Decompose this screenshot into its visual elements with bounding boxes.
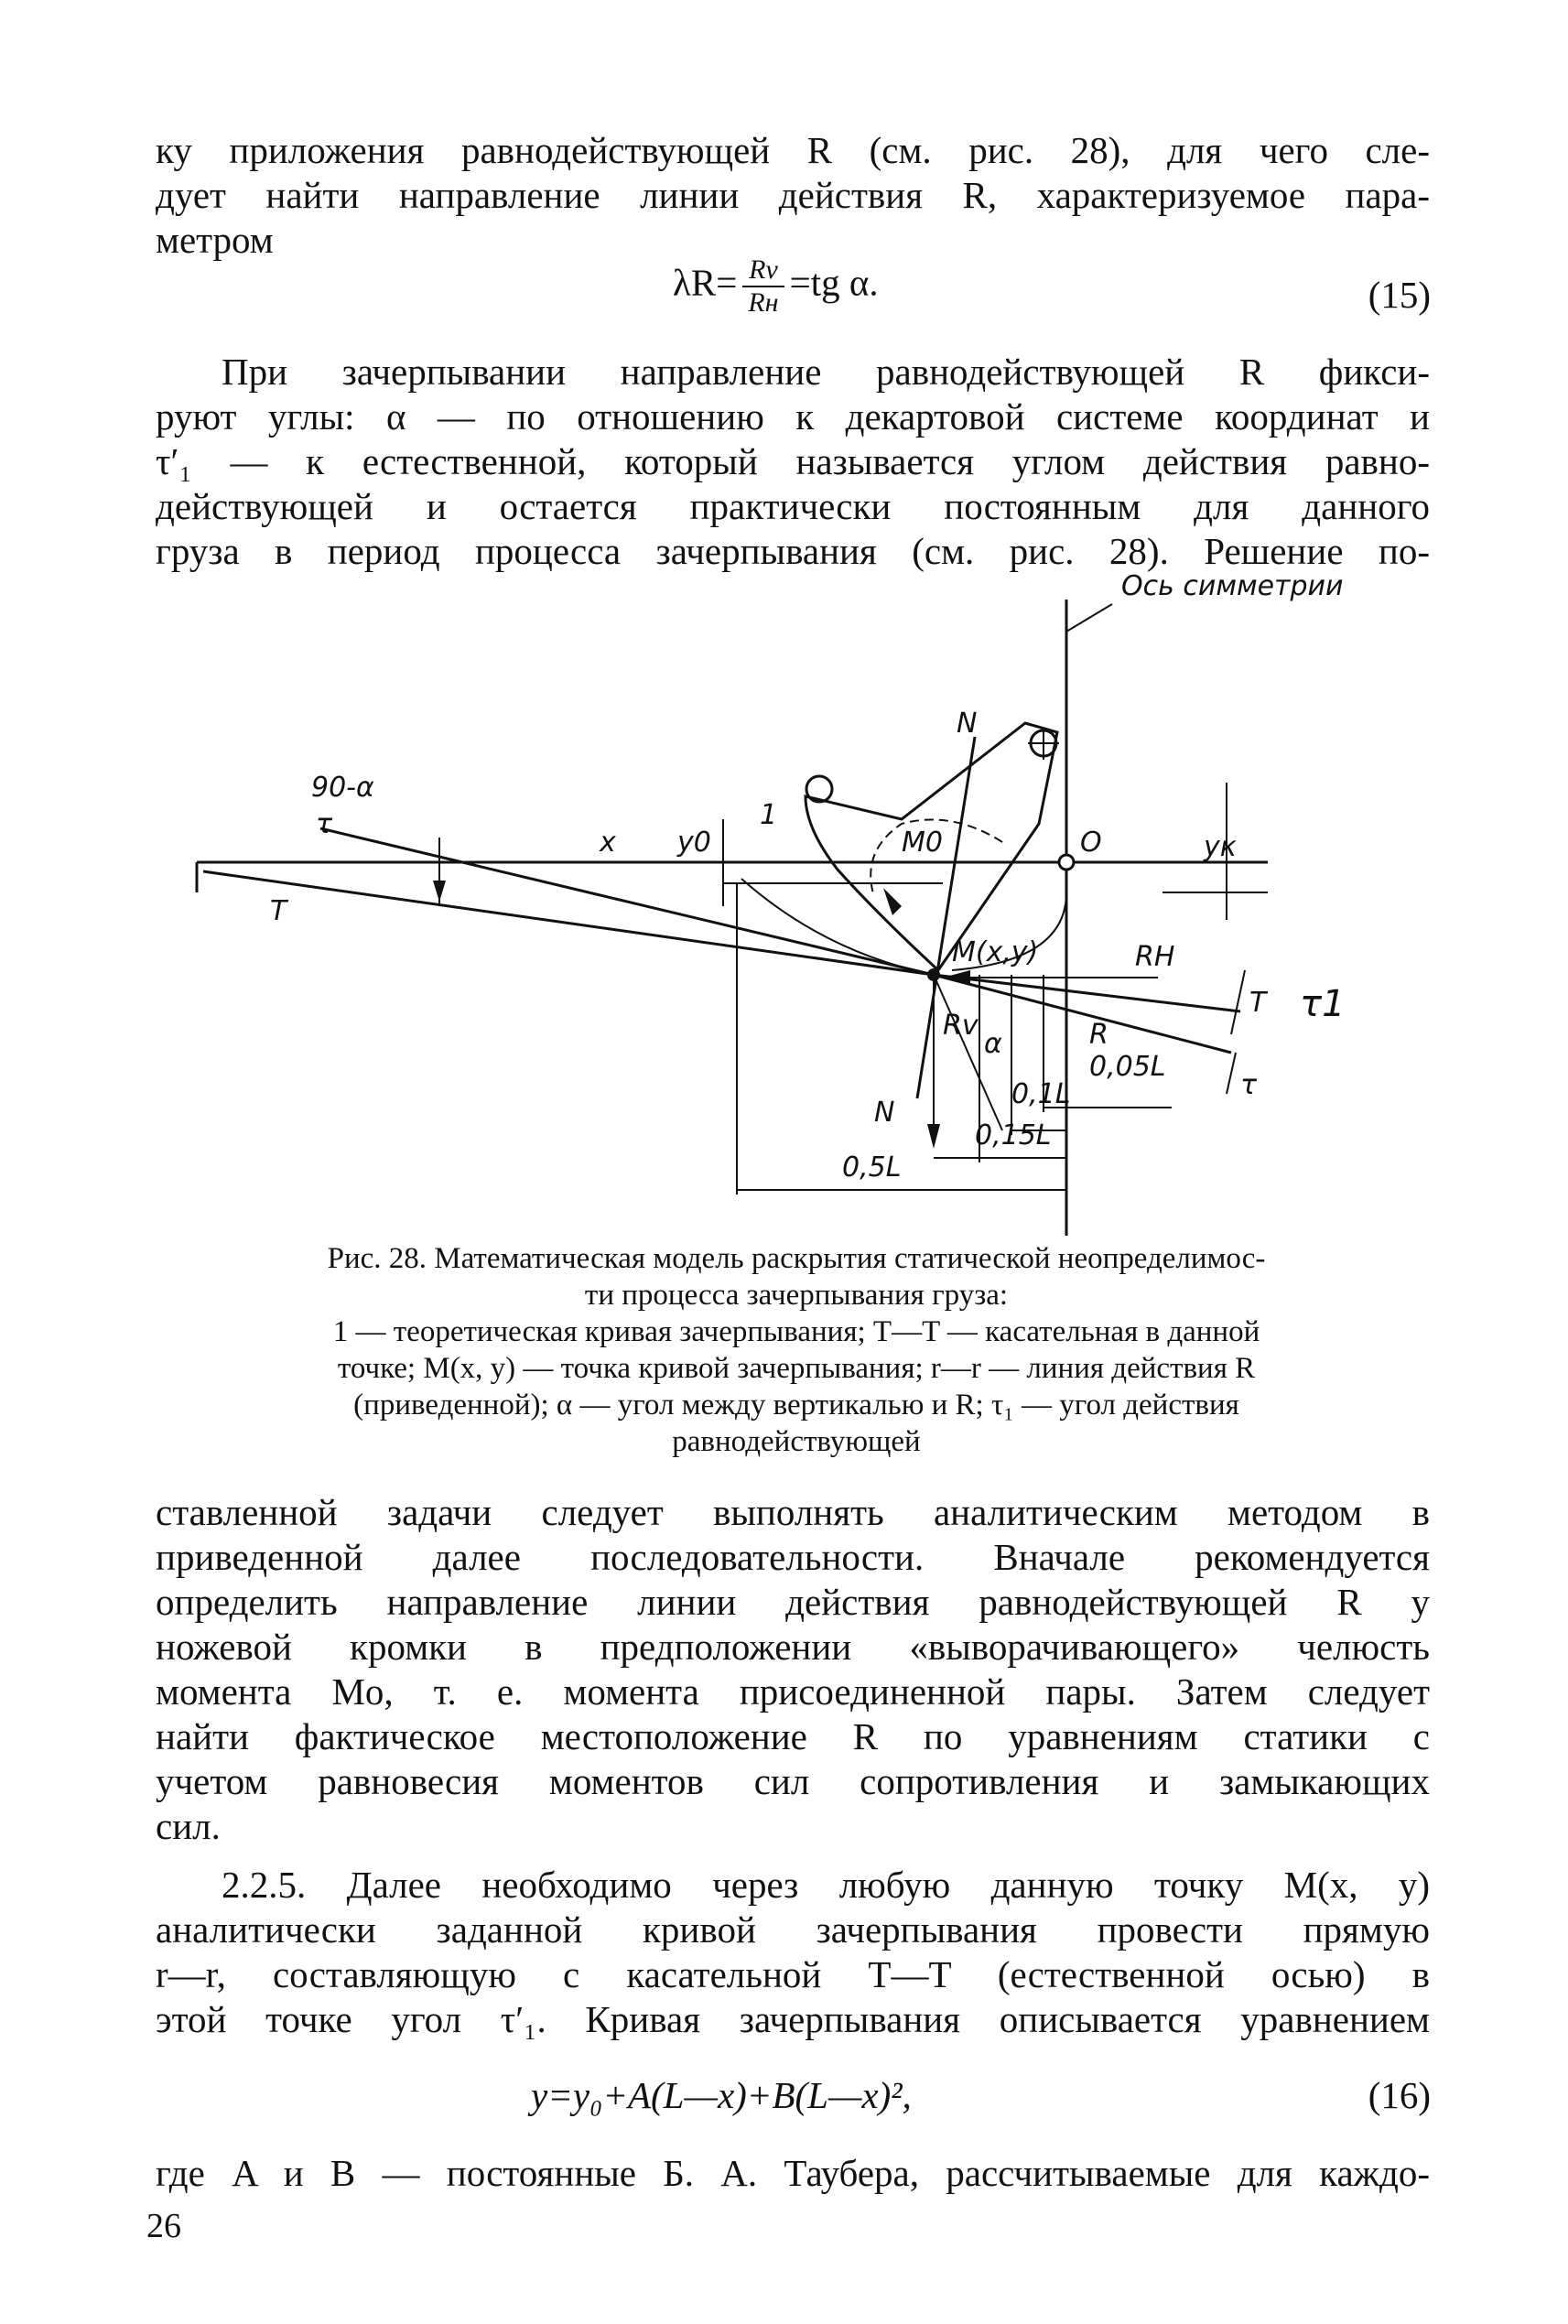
text-line: определить направление линии действия равнодействующей R у	[156, 1581, 1430, 1623]
label-005L: 0,05L	[1089, 1051, 1166, 1083]
text-line: приведенной далее последовательности. Вначале рекомендуется	[156, 1536, 1430, 1578]
label-alpha: α	[984, 1028, 1002, 1060]
fraction-numerator: Rv	[742, 254, 784, 287]
angle-arrowhead	[433, 881, 446, 902]
caption-line: точке; M(x, y) — точка кривой зачерпывания; r—r — линия действия R	[337, 1352, 1256, 1385]
label-R: R	[1089, 1019, 1108, 1051]
text-line: 2.2.5. Далее необходимо через любую данную точку M(x, y)	[222, 1864, 1430, 1906]
caption-line: Рис. 28. Математическая модель раскрытия статической неопределимос-	[327, 1242, 1266, 1275]
text-line: аналитически заданной кривой зачерпывания провести прямую	[156, 1908, 1430, 1951]
label-axis-symmetry: Ось симметрии	[1121, 570, 1344, 602]
fraction-denominator: Rн	[748, 287, 779, 318]
text-line: где A и B — постоянные Б. А. Таубера, рассчитываемые для каждо-	[156, 2152, 1430, 2194]
caption-line: равнодействующей	[672, 1425, 921, 1458]
origin-point-O	[1059, 855, 1074, 870]
label-angle-90: 90-α	[311, 772, 374, 804]
label-tau: τ	[316, 808, 333, 840]
text-line: сил.	[156, 1805, 221, 1847]
label-tau1: τ1	[1300, 983, 1346, 1025]
paragraph-5	[156, 2151, 1430, 2196]
rh-arrowhead	[943, 970, 970, 985]
paragraph-4	[156, 1863, 1430, 2042]
text-line: дует найти направление линии действия R, характеризуемое пара-	[156, 174, 1430, 216]
label-05L: 0,5L	[842, 1151, 902, 1184]
text-line: учетом равновесия моментов сил сопротивления и замыкающих	[156, 1760, 1430, 1802]
caption-line: (приведенной); α — угол между вертикалью и R; τ₁ — угол действия	[353, 1389, 1239, 1421]
symmetry-leader	[1066, 604, 1112, 632]
label-O: O	[1080, 827, 1102, 859]
label-Mxy: M(x,y)	[952, 936, 1039, 968]
normal-N-line	[917, 737, 975, 1098]
label-yk: yк	[1204, 831, 1237, 863]
text-line: груза в период процесса зачерпывания (см. рис. 28). Решение по-	[156, 530, 1430, 572]
label-Rv: Rv	[943, 1010, 979, 1042]
label-y0: y0	[677, 827, 711, 859]
page-number: 26	[146, 2207, 181, 2245]
tau1-mark-lower	[1227, 1053, 1236, 1094]
caption-line: 1 — теоретическая кривая зачерпывания; T—T — касательная в данной	[332, 1315, 1260, 1348]
label-x: x	[600, 827, 616, 859]
text-line: При зачерпывании направление равнодействующей R фикси-	[222, 351, 1430, 393]
rv-arrowhead	[927, 1124, 940, 1149]
equation-lhs: λR=	[673, 261, 738, 304]
text-line: r—r, составляющую с касательной T—T (естественной осью) в	[156, 1953, 1430, 1995]
label-N-top: N	[957, 708, 978, 740]
label-tau-bottom: τ	[1240, 1069, 1258, 1101]
caption-line: ти процесса зачерпывания груза:	[584, 1279, 1009, 1312]
text-line: τ′₁ — к естественной, который называется углом действия равно-	[156, 440, 1430, 482]
text-line: ножевой кромки в предположении «выворачивающего» челюсть	[156, 1626, 1430, 1668]
point-M	[927, 968, 940, 981]
text-line: действующей и остается практически постоянным для данного	[156, 485, 1430, 527]
figure-caption	[211, 1240, 1382, 1460]
equation-15-number: (15)	[1368, 274, 1431, 316]
label-RH: RH	[1135, 941, 1175, 973]
label-M0: M0	[902, 827, 943, 859]
text-line: этой точке угол τ′₁. Кривая зачерпывания описывается уравнением	[156, 1998, 1430, 2040]
text-line: ставленной задачи следует выполнять аналитическим методом в	[156, 1491, 1430, 1533]
equation-16: y=y₀+A(L—x)+B(L—x)²,	[531, 2074, 912, 2116]
r-line-right-lower	[934, 975, 1231, 1053]
paragraph-3	[156, 1490, 1430, 1849]
text-line: руют углы: α — по отношению к декартовой системе координат и	[156, 395, 1430, 438]
equation-16-number: (16)	[1368, 2074, 1431, 2116]
equation-rhs: =tg α.	[789, 261, 879, 304]
text-line: ку приложения равнодействующей R (см. рис. 28), для чего сле-	[156, 129, 1430, 171]
label-curve-1: 1	[760, 799, 778, 831]
label-T: T	[270, 895, 287, 927]
text-line: найти фактическое местоположение R по уравнениям статики с	[156, 1715, 1430, 1757]
label-01L: 0,1L	[1011, 1078, 1071, 1110]
label-N-bottom: N	[874, 1097, 895, 1129]
text-line: момента Mo, т. е. момента присоединенной пары. Затем следует	[156, 1670, 1430, 1713]
tau1-mark-upper	[1231, 970, 1245, 1034]
m0-arrowhead	[883, 888, 902, 915]
bucket-hinge-left	[806, 776, 832, 802]
label-015L: 0,15L	[975, 1119, 1052, 1151]
text-line: метром	[156, 219, 274, 261]
label-T-right: T	[1249, 987, 1267, 1019]
